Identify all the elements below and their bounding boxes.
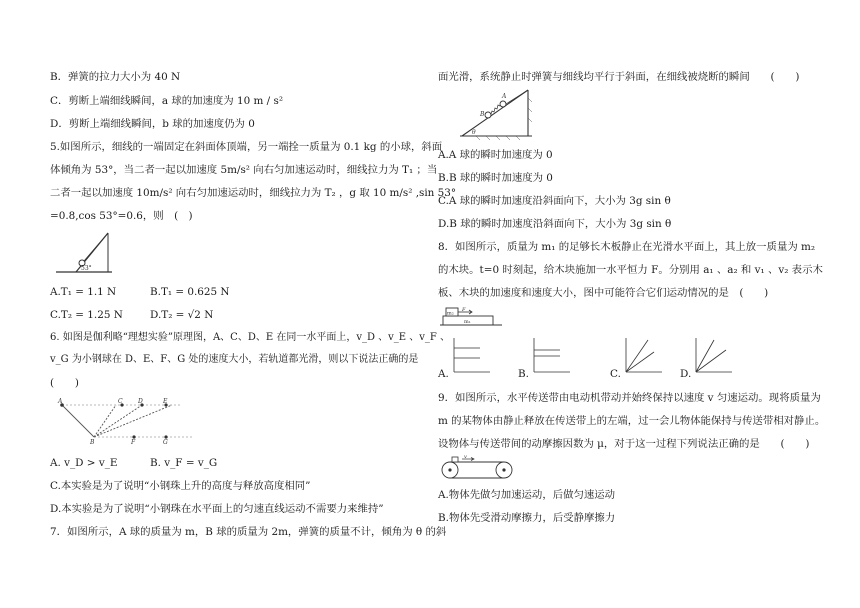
q5-option-b: B.T₁ = 0.625 N	[150, 286, 230, 298]
q8-board-block-figure	[440, 304, 502, 330]
q4-option-b: B．弹簧的拉力大小为 40 N	[50, 71, 181, 83]
q5-stem-line-2: 体倾角为 53°，当二者一起以加速度 5m/s² 向右匀加速运动时，细线拉力为 T₁ ；当	[50, 164, 438, 176]
q6-option-b: B. v_F = v_G	[150, 457, 218, 469]
label-c: C	[118, 398, 123, 405]
q5-option-d: D.T₂ = √2 N	[150, 309, 214, 321]
label-d: D	[138, 398, 143, 405]
q8-graph-a	[450, 336, 492, 376]
q5-angle-label: 53°	[81, 265, 92, 272]
q7-incline-figure	[456, 84, 536, 140]
q6-option-c: C.本实验是为了说明“小钢珠上升的高度与释放高度相同”	[50, 480, 311, 492]
q9-option-b: B.物体先受滑动摩擦力，后受静摩擦力	[438, 512, 616, 524]
q8-graph-c	[622, 336, 664, 376]
q8-option-b: B.	[518, 368, 529, 380]
q6-option-d: D.本实验是为了说明“小钢珠在水平面上的匀速直线运动不需要力来维持”	[50, 503, 384, 515]
q6-galileo-figure	[54, 395, 214, 445]
q4-option-c: C．剪断上端细线瞬间，a 球的加速度为 10 m / s²	[50, 95, 283, 107]
label-f: F	[462, 307, 466, 313]
q8-stem-line-2: 的木块。t=0 时刻起，给木块施加一水平恒力 F。分别用 a₁ 、a₂ 和 v₁ 、v₂ 表示木	[438, 264, 823, 276]
q8-graph-b	[530, 336, 572, 376]
q8-graph-d	[692, 336, 734, 376]
label-f: F	[131, 439, 136, 445]
q8-option-c: C.	[610, 368, 621, 380]
label-b: B	[90, 439, 95, 445]
label-v: v	[464, 454, 467, 460]
q6-option-a: A. v_D > v_E	[50, 457, 118, 469]
q6-stem-line-3: ( )	[50, 377, 79, 389]
label-e: E	[163, 398, 168, 405]
q6-stem-line-1: 6. 如图是伽利略“理想实验”原理图，A、C、D、E 在同一水平面上，v_D 、v_E 、v_F 、	[50, 332, 451, 343]
q8-option-a: A.	[438, 368, 449, 380]
q5-option-c: C.T₂ = 1.25 N	[50, 309, 123, 321]
q8-option-d: D.	[680, 368, 692, 380]
q5-option-a: A.T₁ = 1.1 N	[50, 286, 117, 298]
label-theta: θ	[472, 129, 476, 136]
q9-option-a: A.物体先做匀加速运动，后做匀速运动	[438, 489, 616, 501]
label-m1: m₁	[464, 319, 471, 325]
q4-option-d: D．剪断上端细线瞬间，b 球的加速度仍为 0	[50, 118, 255, 130]
q6-stem-line-2: v_G 为小钢球在 D、E、F、G 处的速度大小，若轨道都光滑，则以下说法正确的是	[50, 354, 419, 365]
q7-option-c: C.A 球的瞬时加速度沿斜面向下，大小为 3g sin θ	[438, 195, 671, 207]
q7-option-a: A.A 球的瞬时加速度为 0	[438, 149, 553, 161]
q9-stem-line-3: 设物体与传送带间的动摩擦因数为 μ，对于这一过程下列说法正确的是 ( )	[438, 438, 810, 450]
label-a: A	[58, 398, 63, 405]
label-ball-b: B	[480, 111, 485, 118]
q9-stem-line-2: m 的某物体由静止释放在传送带上的左端，过一会儿物体能保持与传送带相对静止。	[438, 415, 826, 427]
q5-stem-line-4: =0.8,cos 53°=0.6，则 ( )	[50, 210, 193, 222]
label-m2: m₂	[447, 310, 454, 317]
q5-incline-figure	[54, 225, 114, 275]
q8-stem-line-1: 8．如图所示，质量为 m₁ 的足够长木板静止在光滑水平面上，其上放一质量为 m₂	[438, 241, 816, 253]
q7-option-d: D.B 球的瞬时加速度沿斜面向下，大小为 3g sin θ	[438, 218, 672, 230]
label-g: G	[163, 439, 168, 445]
q9-conveyor-figure	[440, 454, 514, 482]
q7-stem-line-1: 7．如图所示，A 球的质量为 m，B 球的质量为 2m，弹簧的质量不计，倾角为 θ 的斜	[50, 526, 447, 538]
q7-stem-line-2: 面光滑，系统静止时弹簧与细线均平行于斜面，在细线被烧断的瞬间 ( )	[438, 71, 800, 83]
q8-stem-line-3: 板、木块的加速度和速度大小，图中可能符合它们运动情况的是 ( )	[438, 287, 769, 299]
label-ball-a: A	[502, 93, 507, 100]
q5-stem-line-1: 5.如图所示，细线的一端固定在斜面体顶端，另一端拴一质量为 0.1 kg 的小球，斜面	[50, 141, 443, 153]
q5-stem-line-3: 二者一起以加速度 10m/s² 向右匀加速运动时，细线拉力为 T₂ ，g 取 10 m/s² ,sin 53°	[50, 187, 457, 199]
q9-stem-line-1: 9．如图所示，水平传送带由电动机带动并始终保持以速度 v 匀速运动。现将质量为	[438, 392, 821, 404]
q7-option-b: B.B 球的瞬时加速度为 0	[438, 172, 553, 184]
